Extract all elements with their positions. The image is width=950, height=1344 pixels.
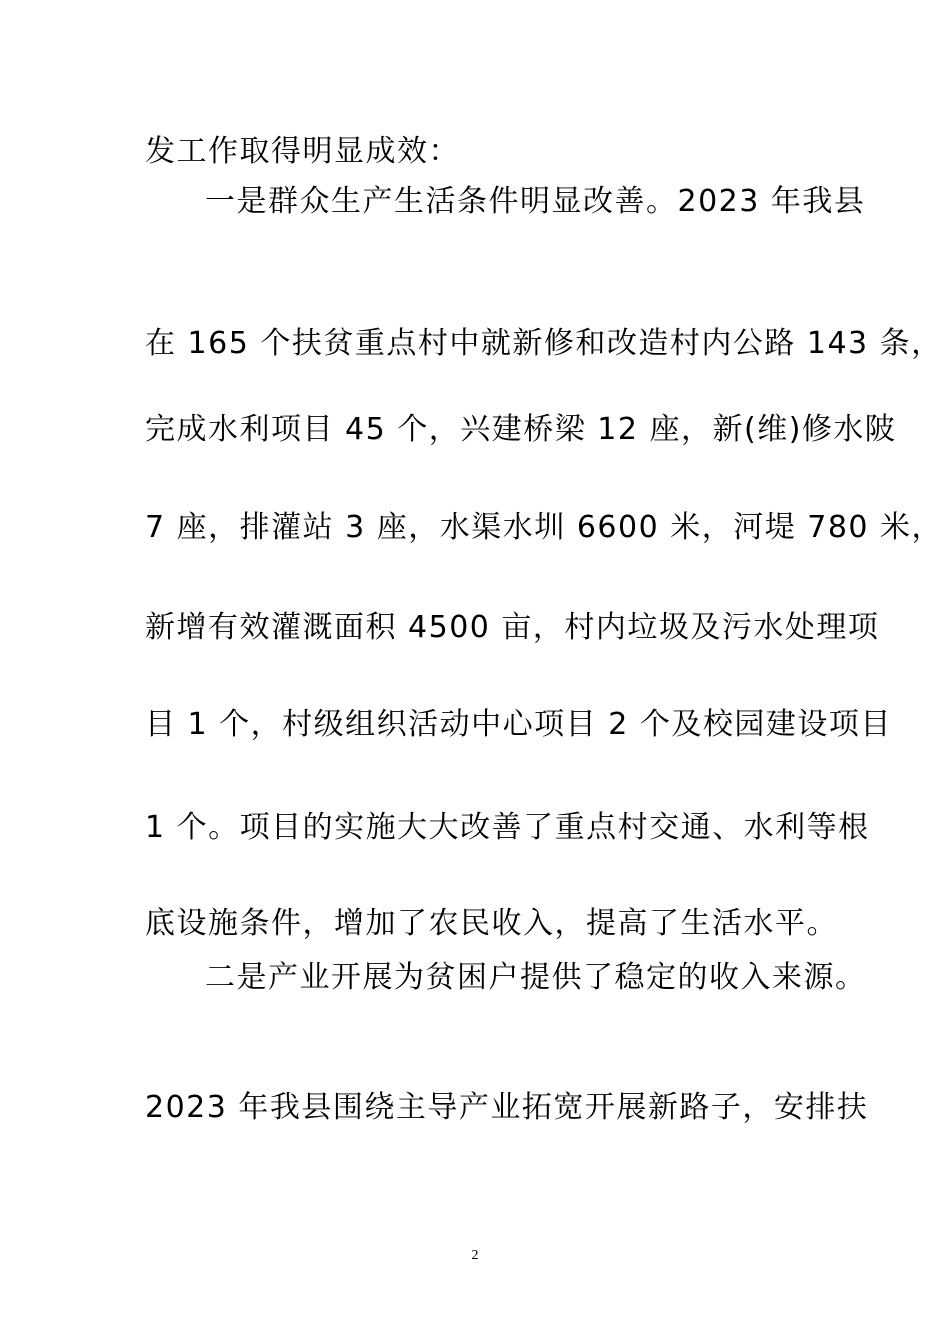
- text-line: 7 座，排灌站 3 座，水渠水圳 6600 米，河堤 780 米，: [145, 510, 944, 545]
- paragraph-heading-1: 一是群众生产生活条件明显改善。2023 年我县: [205, 184, 866, 219]
- text-line: 目 1 个，村级组织活动中心项目 2 个及校园建设项目: [145, 707, 892, 742]
- page-number: 2: [471, 1248, 479, 1263]
- text-line: 1 个。项目的实施大大改善了重点村交通、水利等根: [145, 810, 870, 845]
- text-line: 新增有效灌溉面积 4500 亩，村内垃圾及污水处理项: [145, 610, 880, 645]
- paragraph-heading-2: 二是产业开展为贫困户提供了稳定的收入来源。: [205, 960, 867, 995]
- text-line: 底设施条件，增加了农民收入，提高了生活水平。: [145, 906, 838, 941]
- text-line: 2023 年我县围绕主导产业拓宽开展新路子，安排扶: [145, 1090, 869, 1125]
- text-line: 发工作取得明显成效：: [145, 134, 460, 169]
- text-line: 完成水利项目 45 个，兴建桥梁 12 座，新(维)修水陂: [145, 412, 897, 447]
- text-line: 在 165 个扶贫重点村中就新修和改造村内公路 143 条，: [145, 326, 943, 361]
